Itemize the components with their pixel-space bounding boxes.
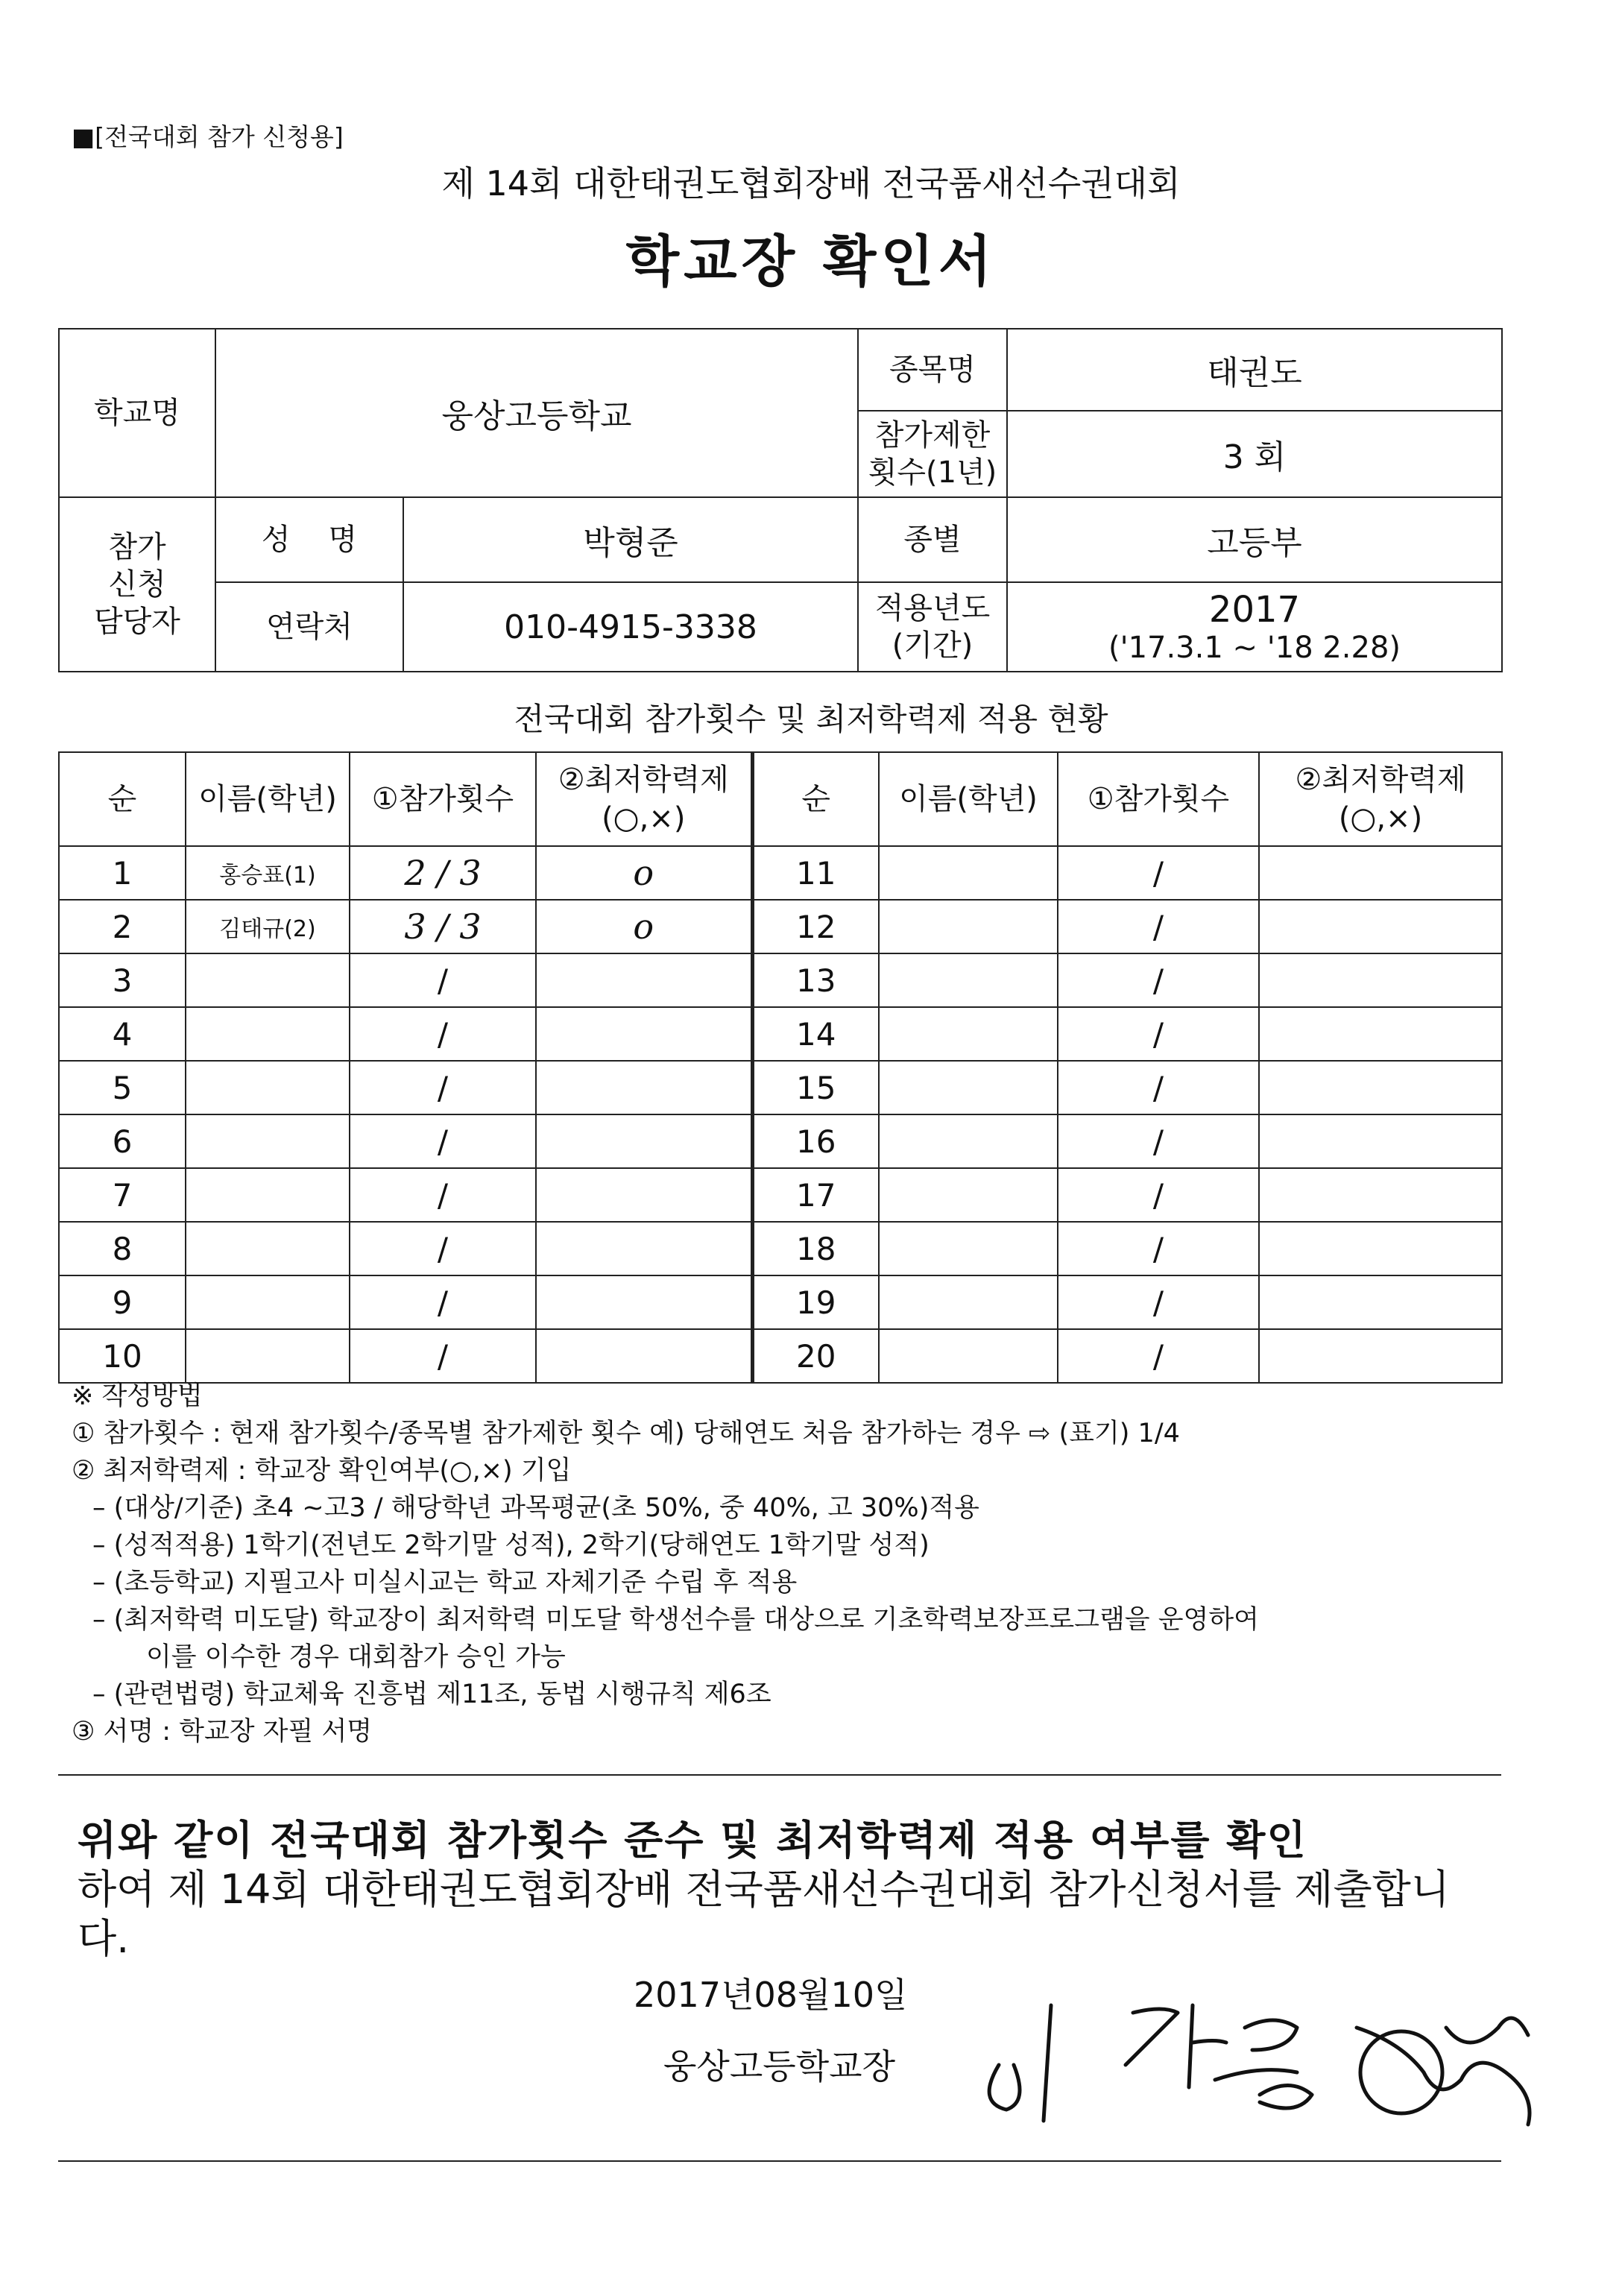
event-title: 제 14회 대한태권도협회장배 전국품새선수권대회 xyxy=(441,163,1181,204)
table-row xyxy=(59,1007,1502,1061)
row-min-grade: o xyxy=(536,900,752,953)
row-name xyxy=(186,1275,350,1329)
participation-table xyxy=(58,751,1503,1384)
table-row xyxy=(59,1329,1502,1383)
table-row xyxy=(59,1222,1502,1275)
row-count: 3 / 3 xyxy=(350,900,536,953)
row-count-2: / xyxy=(1058,1061,1259,1114)
row-count-2: / xyxy=(1058,900,1259,953)
row-name: 홍승표(1) xyxy=(186,846,350,900)
row-min-grade: o xyxy=(536,846,752,900)
row-name-2 xyxy=(879,953,1058,1007)
row-name xyxy=(186,1222,350,1275)
instruction-line: ① 참가횟수 : 현재 참가횟수/종목별 참가제한 횟수 예) 당해연도 처음 참가하는 경우 ⇨ (표기) 1/4 xyxy=(72,1419,1180,1448)
instruction-line: – (최저학력 미도달) 학교장이 최저학력 미도달 학생선수를 대상으로 기초학력보장프로그램을 운영하여 xyxy=(92,1605,1259,1635)
row-name xyxy=(186,1329,350,1383)
row-count: / xyxy=(350,1222,536,1275)
instruction-line: ② 최저학력제 : 학교장 확인여부(○,×) 기입 xyxy=(72,1456,572,1486)
row-min-grade xyxy=(536,1222,752,1275)
header-min-grade-2 xyxy=(1259,752,1502,846)
year-label-line1: 적용년도 xyxy=(874,591,991,625)
row-count: / xyxy=(350,1007,536,1061)
contact-label-line2: 신청 xyxy=(108,567,166,602)
row-no-2: 20 xyxy=(752,1329,879,1383)
table-row xyxy=(59,1275,1502,1329)
row-min-grade xyxy=(536,953,752,1007)
sport-label: 종목명 xyxy=(858,329,1007,411)
row-name xyxy=(186,1061,350,1114)
row-count-2: / xyxy=(1058,846,1259,900)
table-header-row xyxy=(59,752,1502,846)
limit-label xyxy=(858,411,1007,497)
row-no: 4 xyxy=(59,1007,186,1061)
row-count-2: / xyxy=(1058,1007,1259,1061)
instructions-heading: ※ 작성방법 xyxy=(72,1381,203,1411)
row-name: 김태규(2) xyxy=(186,900,350,953)
row-no-2: 16 xyxy=(752,1114,879,1168)
header-count-2: ①참가횟수 xyxy=(1058,752,1259,846)
row-count: / xyxy=(350,1329,536,1383)
header-no: 순 xyxy=(59,752,186,846)
header-min-grade-2-line2: (○,×) xyxy=(1338,801,1423,836)
confirmation-statement xyxy=(78,1816,1494,1964)
row-name-2 xyxy=(879,900,1058,953)
header-name-2: 이름(학년) xyxy=(879,752,1058,846)
row-min-grade xyxy=(536,1275,752,1329)
row-min-grade-2 xyxy=(1259,1222,1502,1275)
statement-line1: 위와 같이 전국대회 참가횟수 준수 및 최저학력제 적용 여부를 확인 xyxy=(78,1817,1307,1864)
row-count-2: / xyxy=(1058,1168,1259,1222)
category-label: 종별 xyxy=(858,497,1007,582)
divider xyxy=(58,1774,1501,1776)
year-period: ('17.3.1 ~ '18 2.28) xyxy=(1108,631,1401,665)
row-count: / xyxy=(350,953,536,1007)
school-name-label: 학교명 xyxy=(59,329,215,497)
header-min-grade xyxy=(536,752,752,846)
instruction-line: 이를 이수한 경우 대회참가 승인 가능 xyxy=(146,1642,566,1672)
row-min-grade-2 xyxy=(1259,1275,1502,1329)
row-count-2: / xyxy=(1058,1275,1259,1329)
row-name xyxy=(186,1007,350,1061)
category-value: 고등부 xyxy=(1007,497,1502,582)
row-name-2 xyxy=(879,1114,1058,1168)
row-count-2: / xyxy=(1058,1329,1259,1383)
row-count: 2 / 3 xyxy=(350,846,536,900)
table-row xyxy=(59,1168,1502,1222)
row-min-grade-2 xyxy=(1259,1168,1502,1222)
row-no-2: 14 xyxy=(752,1007,879,1061)
row-count-2: / xyxy=(1058,953,1259,1007)
row-name-2 xyxy=(879,1061,1058,1114)
section-title: 전국대회 참가횟수 및 최저학력제 적용 현황 xyxy=(514,701,1108,737)
school-name-value: 웅상고등학교 xyxy=(215,329,858,497)
row-min-grade-2 xyxy=(1259,1114,1502,1168)
row-min-grade-2 xyxy=(1259,1007,1502,1061)
table-row xyxy=(59,1061,1502,1114)
row-no: 3 xyxy=(59,953,186,1007)
table-row xyxy=(59,1114,1502,1168)
row-count: / xyxy=(350,1168,536,1222)
row-count: / xyxy=(350,1061,536,1114)
contact-label xyxy=(59,497,215,672)
row-no-2: 13 xyxy=(752,953,879,1007)
row-name-2 xyxy=(879,1007,1058,1061)
instruction-line: – (성적적용) 1학기(전년도 2학기말 성적), 2학기(당해연도 1학기말 성적) xyxy=(92,1530,930,1560)
sport-value: 태권도 xyxy=(1007,329,1502,411)
contact-label-line1: 참가 xyxy=(108,530,166,564)
row-name xyxy=(186,1168,350,1222)
row-name-2 xyxy=(879,1168,1058,1222)
year-label xyxy=(858,582,1007,672)
row-min-grade xyxy=(536,1007,752,1061)
row-no-2: 12 xyxy=(752,900,879,953)
row-no: 7 xyxy=(59,1168,186,1222)
instruction-line: ③ 서명 : 학교장 자필 서명 xyxy=(72,1717,373,1747)
row-min-grade xyxy=(536,1168,752,1222)
name-value: 박형준 xyxy=(403,497,858,582)
row-count: / xyxy=(350,1114,536,1168)
header-no-2: 순 xyxy=(752,752,879,846)
row-min-grade-2 xyxy=(1259,846,1502,900)
row-min-grade xyxy=(536,1329,752,1383)
row-name-2 xyxy=(879,1275,1058,1329)
table-row xyxy=(59,953,1502,1007)
row-name xyxy=(186,1114,350,1168)
header-min-grade-line1: ②최저학력제 xyxy=(558,763,729,797)
row-min-grade-2 xyxy=(1259,1329,1502,1383)
row-min-grade-2 xyxy=(1259,953,1502,1007)
row-no-2: 17 xyxy=(752,1168,879,1222)
statement-line3: 다. xyxy=(78,1915,130,1962)
instruction-line: – (초등학교) 지필고사 미실시교는 학교 자체기준 수립 후 적용 xyxy=(92,1568,798,1598)
signature-image xyxy=(969,1983,1580,2132)
row-no-2: 11 xyxy=(752,846,879,900)
contact-label-line3: 담당자 xyxy=(94,605,180,639)
row-no: 2 xyxy=(59,900,186,953)
year-value: 2017 xyxy=(1208,589,1301,631)
form-type-tag: ■[전국대회 참가 신청용] xyxy=(72,122,344,151)
row-name-2 xyxy=(879,1222,1058,1275)
row-no: 8 xyxy=(59,1222,186,1275)
limit-label-line1: 참가제한 xyxy=(874,418,991,452)
school-info-table xyxy=(58,328,1503,672)
phone-label: 연락처 xyxy=(215,582,403,672)
row-no-2: 18 xyxy=(752,1222,879,1275)
row-min-grade xyxy=(536,1061,752,1114)
statement-line2: 하여 제 14회 대한태권도협회장배 전국품새선수권대회 참가신청서를 제출합니 xyxy=(78,1866,1450,1913)
year-value-cell xyxy=(1007,582,1502,672)
instruction-line: – (관련법령) 학교체육 진흥법 제11조, 동법 시행규칙 제6조 xyxy=(92,1680,771,1709)
signer-title: 웅상고등학교장 xyxy=(663,2046,896,2087)
row-name xyxy=(186,953,350,1007)
name-label: 성 명 xyxy=(215,497,403,582)
row-count-2: / xyxy=(1058,1114,1259,1168)
row-count-2: / xyxy=(1058,1222,1259,1275)
row-name-2 xyxy=(879,1329,1058,1383)
issue-date: 2017년08월10일 xyxy=(634,1975,908,2015)
row-count: / xyxy=(350,1275,536,1329)
year-label-line2: (기간) xyxy=(892,628,973,663)
row-name-2 xyxy=(879,846,1058,900)
limit-value: 3 회 xyxy=(1007,411,1502,497)
row-no: 10 xyxy=(59,1329,186,1383)
row-min-grade xyxy=(536,1114,752,1168)
table-row xyxy=(59,900,1502,953)
header-name: 이름(학년) xyxy=(186,752,350,846)
row-min-grade-2 xyxy=(1259,1061,1502,1114)
document-title: 학교장 확인서 xyxy=(625,230,997,294)
phone-value: 010-4915-3338 xyxy=(403,582,858,672)
row-no: 5 xyxy=(59,1061,186,1114)
limit-label-line2: 횟수(1년) xyxy=(868,455,997,490)
row-no: 9 xyxy=(59,1275,186,1329)
instructions xyxy=(72,1378,1533,1750)
instruction-line: – (대상/기준) 초4 ~고3 / 해당학년 과목평균(초 50%, 중 40%, 고 30%)적용 xyxy=(92,1493,979,1523)
table-row xyxy=(59,846,1502,900)
row-no: 1 xyxy=(59,846,186,900)
row-no-2: 15 xyxy=(752,1061,879,1114)
row-min-grade-2 xyxy=(1259,900,1502,953)
header-min-grade-2-line1: ②최저학력제 xyxy=(1295,763,1466,797)
header-min-grade-line2: (○,×) xyxy=(602,801,686,836)
row-no: 6 xyxy=(59,1114,186,1168)
header-count: ①참가횟수 xyxy=(350,752,536,846)
row-no-2: 19 xyxy=(752,1275,879,1329)
bottom-divider xyxy=(58,2160,1501,2162)
